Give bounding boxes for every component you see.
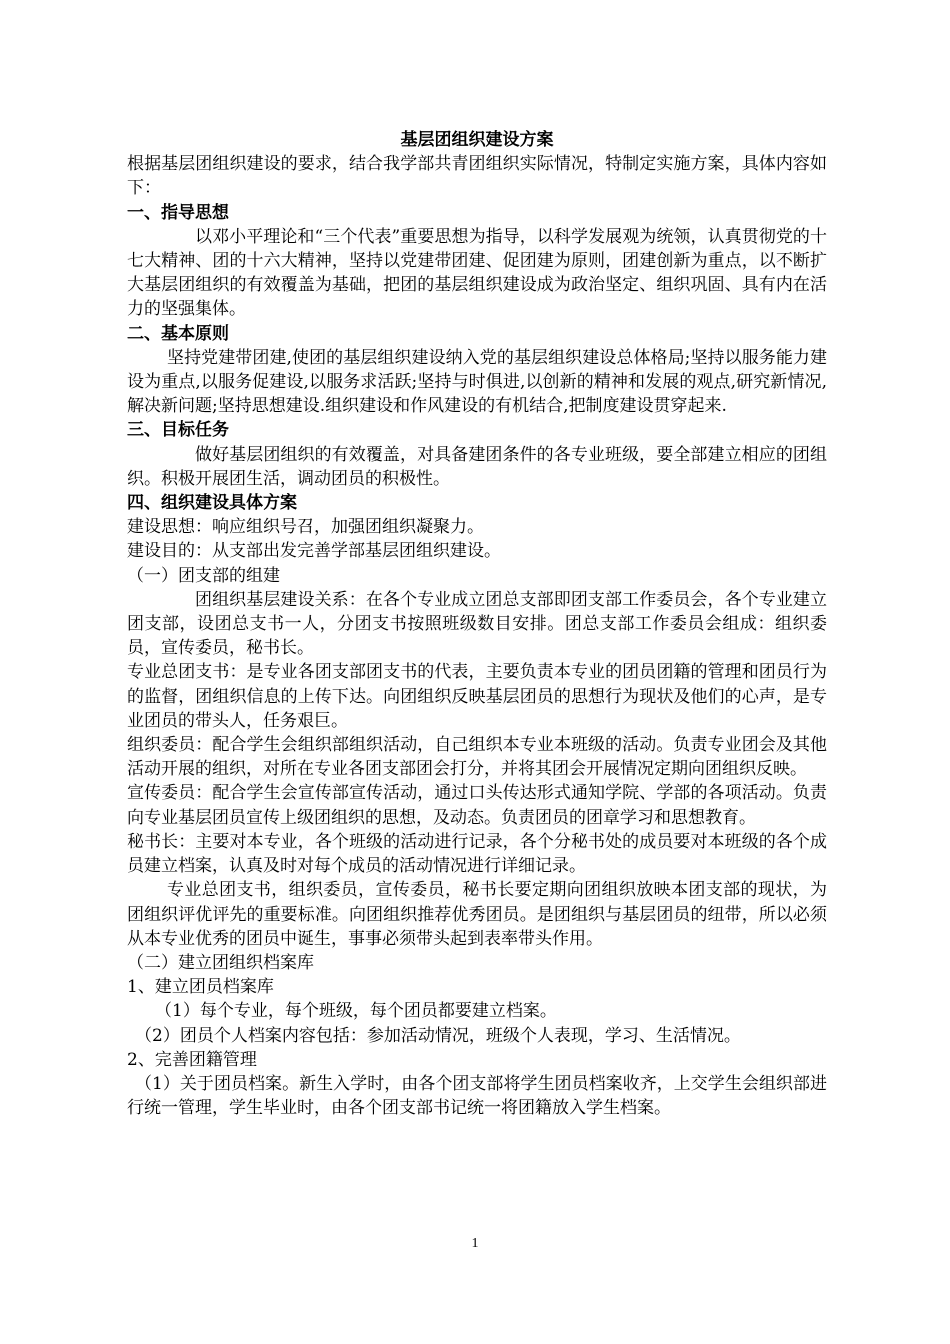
subsection-heading-branch: （一）团支部的组建 [127, 565, 280, 586]
document-title: 基层团组织建设方案 [400, 130, 554, 150]
section-body-goals: 做好基层团组织的有效覆盖，对具备建团条件的各专业班级，要全部建立相应的团组织。积极开展团生活，调动团员的积极性。 [127, 444, 827, 489]
intro-paragraph: 根据基层团组织建设的要求，结合我学部共青团组织实际情况，特制定实施方案，具体内容如下： [127, 154, 827, 199]
plan-purpose: 建设目的：从支部出发完善学部基层团组织建设。 [127, 541, 501, 562]
section-heading-goals: 三、目标任务 [127, 420, 229, 441]
archive-item-1-2: （2）团员个人档案内容包括：参加活动情况，班级个人表现，学习、生活情况。 [135, 1025, 741, 1046]
document-body [127, 128, 827, 1120]
branch-relation-paragraph: 团组织基层建设关系：在各个专业成立团总支部即团支部工作委员会，各个专业建立团支部，设团总支书一人，分团支书按照班级数目安排。团总支部工作委员会组成：组织委员，宣传委员，秘书长。 [127, 589, 827, 659]
archive-item-1-1: （1）每个专业，每个班级，每个团员都要建立档案。 [155, 1001, 557, 1022]
pub-member-paragraph: 宣传委员：配合学生会宣传部宣传活动，通过口头传达形式通知学院、学部的各项活动。负责向专业基层团员宣传上级团组织的思想，及动态。负责团员的团章学习和思想教育。 [127, 783, 827, 828]
archive-item-2: 2、完善团籍管理 [127, 1049, 257, 1070]
section-body-guiding-thought: 以邓小平理论和“三个代表”重要思想为指导，以科学发展观为统领，认真贯彻党的十七大精神、团的十六大精神，坚持以党建带团建、促团建为原则，团建创新为重点，以不断扩大基层团组织的有效覆盖为基础，把团的基层组织建设成为政治坚定、组织巩固、具有内在活力的坚强集体。 [127, 226, 827, 320]
secretary-general-paragraph: 专业总团支书：是专业各团支部团支书的代表，主要负责本专业的团员团籍的管理和团员行为的监督，团组织信息的上传下达。向团组织反映基层团员的思想行为现状及他们的心声，是专业团员的带头人，任务艰巨。 [127, 662, 827, 731]
archive-item-2-1: （1）关于团员档案。新生入学时，由各个团支部将学生团员档案收齐，上交学生会组织部进行统一管理，学生毕业时，由各个团支部书记统一将团籍放入学生档案。 [127, 1073, 827, 1119]
org-member-paragraph: 组织委员：配合学生会组织部组织活动，自己组织本专业本班级的活动。负责专业团会及其他活动开展的组织，对所在专业各团支部团会打分，并将其团会开展情况定期向团组织反映。 [127, 735, 827, 780]
secretary-paragraph: 秘书长：主要对本专业，各个班级的活动进行记录，各个分秘书处的成员要对本班级的各个成员建立档案，认真及时对每个成员的活动情况进行详细记录。 [127, 831, 827, 877]
page-number: 1 [471, 1236, 479, 1251]
plan-idea: 建设思想：响应组织号召，加强团组织凝聚力。 [127, 517, 484, 538]
summary-paragraph: 专业总团支书，组织委员，宣传委员，秘书长要定期向团组织放映本团支部的现状，为团组织评优评先的重要标准。向团组织推荐优秀团员。是团组织与基层团员的纽带，所以必须从本专业优秀的团员中诞生，事事必须带头起到表率带头作用。 [127, 880, 827, 949]
subsection-heading-archive: （二）建立团组织档案库 [127, 952, 314, 973]
section-heading-plan: 四、组织建设具体方案 [127, 493, 297, 514]
archive-item-1: 1、建立团员档案库 [127, 977, 274, 998]
section-heading-guiding-thought: 一、指导思想 [127, 202, 229, 223]
section-heading-basic-principles: 二、基本原则 [127, 323, 229, 344]
section-body-basic-principles: 坚持党建带团建,使团的基层组织建设纳入党的基层组织建设总体格局;坚持以服务能力建设为重点,以服务促建设,以服务求活跃;坚持与时俱进,以创新的精神和发展的观点,研究新情况,解决新问题;坚持思想建设.组织建设和作风建设的有机结合,把制度建设贯穿起来. [127, 347, 827, 417]
